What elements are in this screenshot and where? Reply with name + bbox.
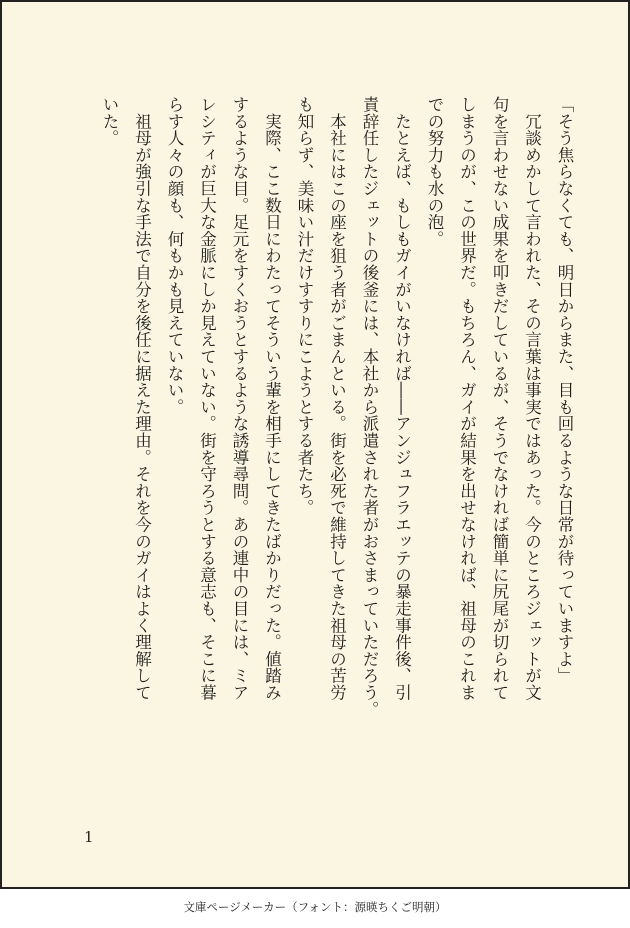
text-line: 本社にはこの座を狙う者がごまんといる。街を必死で維持してきた祖母の苦労 (327, 96, 347, 701)
text-line: 責辞任したジェットの後釜には、本社から派遣された者がおさまっていただろう。 (360, 96, 379, 718)
text-line: するような目。足元をすくおうとするような誘導尋問。あの連中の目には、ミア (230, 96, 249, 701)
text-line: いた。 (100, 96, 119, 147)
text-line: 実際、ここ数日にわたってそういう輩を相手にしてきたばかりだった。値踏み (262, 96, 282, 701)
text-line: 冗談めかして言われた、その言葉は事実ではあった。今のところジェットが文 (522, 96, 542, 701)
text-line: レシティが巨大な金脈にしか見えていない。街を守ろうとする意志も、そこに暮 (197, 96, 217, 701)
footer-caption: 文庫ページメーカー（フォント：源暎ちくご明朝） (183, 900, 447, 914)
page-number: 1 (84, 828, 94, 846)
text-line: たとえば、もしもガイがいなければ――アンジュフラエッテの暴走事件後、引 (392, 96, 412, 701)
text-line: 「そう焦らなくても、明日からまた、目も回るような日常が待っていますよ」 (555, 96, 574, 684)
text-line: らす人々の顔も、何もかも見えていない。 (165, 96, 184, 416)
text-line: しまうのが、この世界だ。もちろん、ガイが結果を出せなければ、祖母のこれま (457, 96, 477, 701)
text-line: 祖母が強引な手法で自分を後任に据えた理由。それを今のガイはよく理解して (132, 96, 152, 701)
vertical-text-block (93, 96, 581, 836)
text-line: 句を言わせない成果を叩きだしているが、そうでなければ簡単に尻尾が切られて (490, 96, 509, 701)
text-line: での努力も水の泡。 (425, 96, 444, 248)
text-line: も知らず、美味い汁だけすすりにこようとする者たち。 (295, 96, 314, 516)
